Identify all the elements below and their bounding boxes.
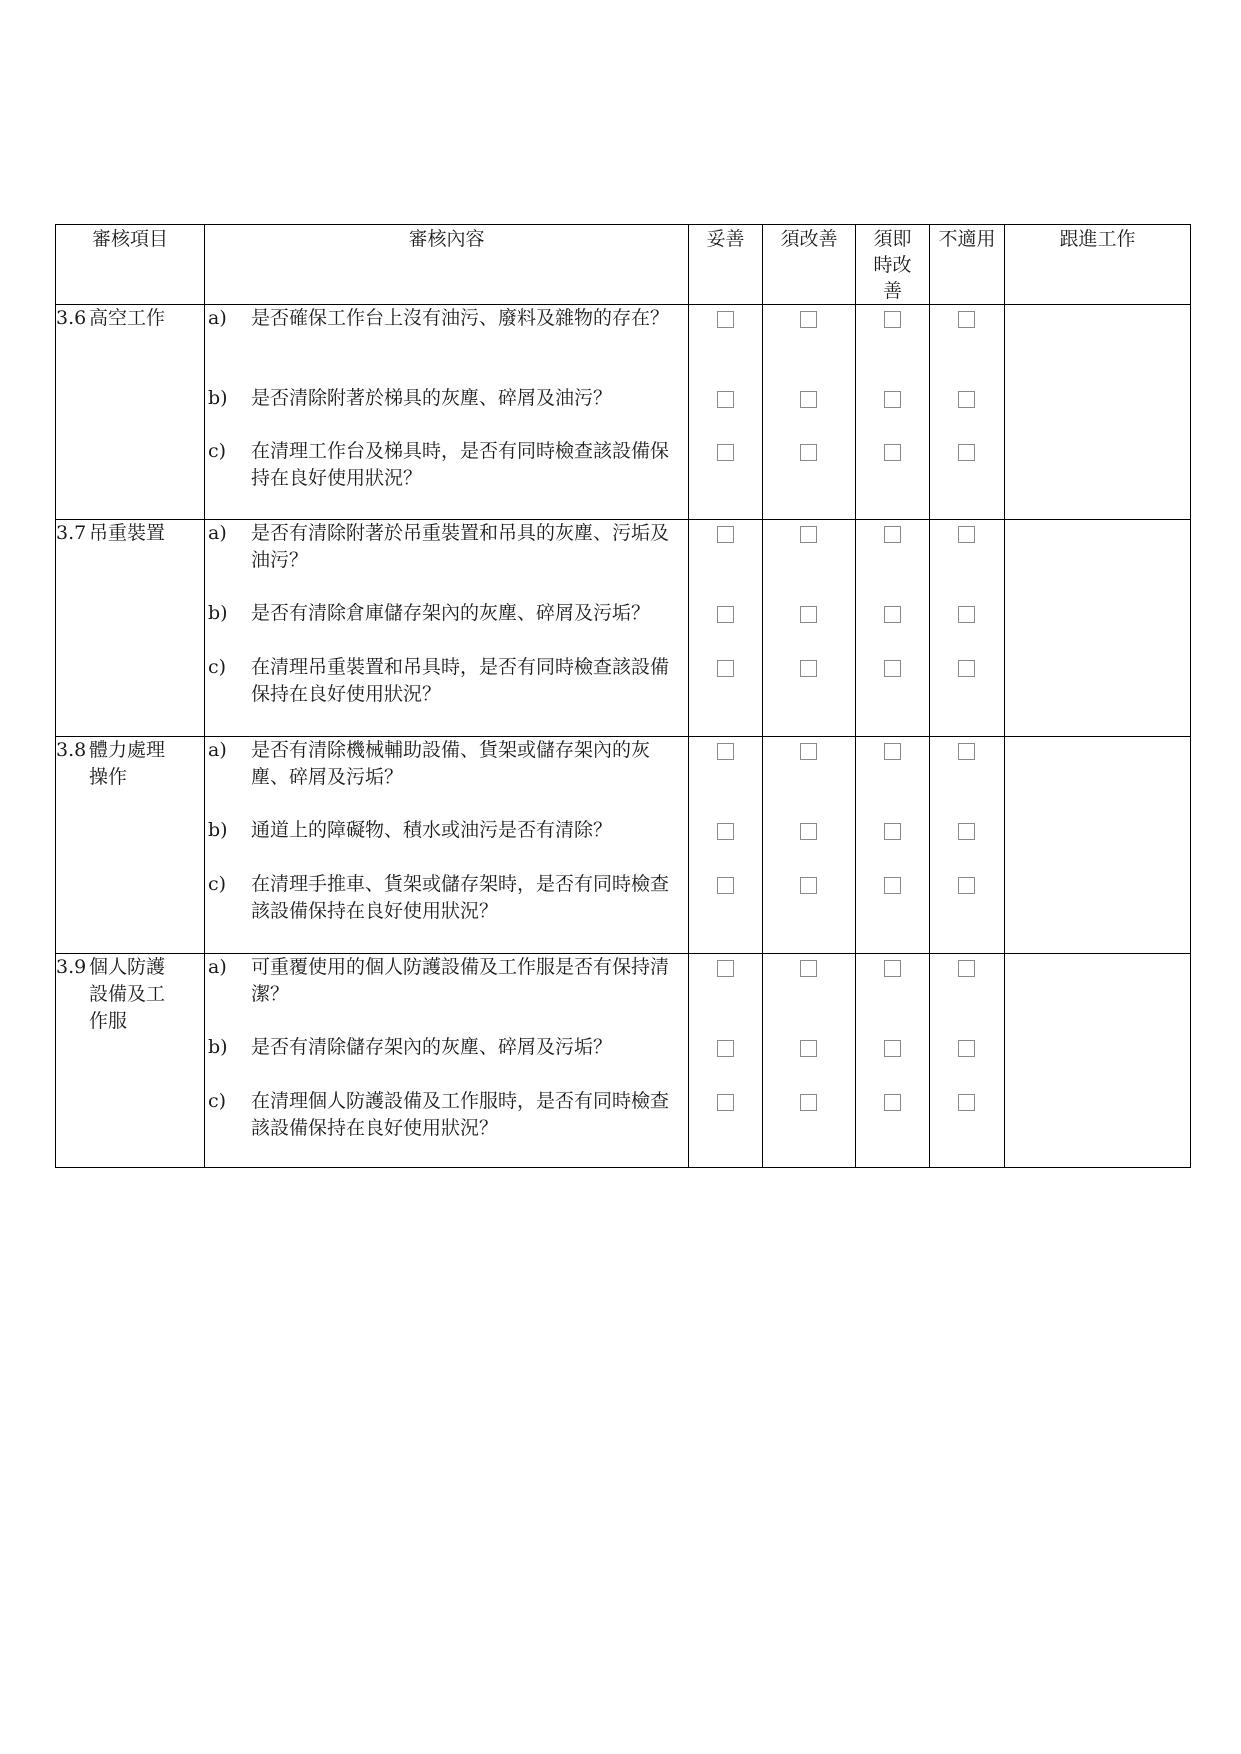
- item-label: c): [208, 440, 227, 462]
- column-improve: [763, 520, 856, 737]
- column-na: [930, 737, 1005, 954]
- item-label: b): [208, 387, 228, 409]
- checklist-item: [205, 305, 688, 332]
- checkbox-urgent[interactable]: [884, 391, 901, 408]
- item-label: b): [208, 1036, 228, 1058]
- checkbox-na[interactable]: [958, 444, 975, 461]
- checkbox-good[interactable]: [717, 660, 734, 677]
- checkbox-good[interactable]: [717, 444, 734, 461]
- section-number: 3.8: [56, 739, 87, 761]
- column-na: [930, 954, 1005, 1168]
- item-text: 通道上的障礙物、積水或油污是否有清除？: [251, 819, 613, 841]
- item-label: c): [208, 656, 227, 678]
- item-label: b): [208, 819, 228, 841]
- section-row: [56, 737, 1191, 954]
- checkbox-improve[interactable]: [800, 1040, 817, 1057]
- checkbox-improve[interactable]: [800, 391, 817, 408]
- section-name: 吊重裝置: [89, 522, 166, 544]
- item-label: c): [208, 1090, 227, 1112]
- item-text: 在清理手推車、貨架或儲存架時，是否有同時檢查該設備保持在良好使用狀況？: [251, 873, 670, 922]
- header-follow: 跟進工作: [1005, 225, 1191, 305]
- checkbox-na[interactable]: [958, 526, 975, 543]
- header-row: [56, 225, 1191, 305]
- follow-up-cell[interactable]: [1005, 737, 1191, 954]
- checkbox-urgent[interactable]: [884, 743, 901, 760]
- item-text: 可重覆使用的個人防護設備及工作服是否有保持清潔？: [251, 956, 670, 1005]
- item-text: 是否有清除附著於吊重裝置和吊具的灰塵、污垢及油污？: [251, 522, 670, 571]
- section-name: 體力處理操作: [89, 739, 166, 788]
- header-na: 不適用: [930, 225, 1005, 305]
- item-label: a): [208, 956, 227, 978]
- item-label: a): [208, 739, 227, 761]
- checklist-item: [205, 654, 688, 708]
- checkbox-na[interactable]: [958, 311, 975, 328]
- column-urgent: [856, 954, 930, 1168]
- column-good: [689, 954, 763, 1168]
- section-row: [56, 305, 1191, 520]
- checkbox-urgent[interactable]: [884, 606, 901, 623]
- checklist-item: [205, 1088, 688, 1142]
- checkbox-improve[interactable]: [800, 311, 817, 328]
- checkbox-urgent[interactable]: [884, 877, 901, 894]
- checkbox-improve[interactable]: [800, 960, 817, 977]
- item-text: 是否清除附著於梯具的灰塵、碎屑及油污？: [251, 387, 613, 409]
- checklist-item: [205, 438, 688, 492]
- item-label: a): [208, 522, 227, 544]
- column-improve: [763, 954, 856, 1168]
- checkbox-improve[interactable]: [800, 823, 817, 840]
- checkbox-good[interactable]: [717, 606, 734, 623]
- checkbox-good[interactable]: [717, 311, 734, 328]
- checkbox-na[interactable]: [958, 391, 975, 408]
- checkbox-urgent[interactable]: [884, 526, 901, 543]
- checkbox-urgent[interactable]: [884, 311, 901, 328]
- section-name: 個人防護設備及工作服: [89, 956, 166, 1032]
- section-content: [205, 305, 689, 520]
- checkbox-na[interactable]: [958, 1094, 975, 1111]
- checkbox-good[interactable]: [717, 526, 734, 543]
- header-urgent: [856, 225, 930, 305]
- checkbox-urgent[interactable]: [884, 1040, 901, 1057]
- column-good: [689, 520, 763, 737]
- checklist-item: [205, 1034, 688, 1061]
- checkbox-improve[interactable]: [800, 1094, 817, 1111]
- audit-checklist-table: [55, 224, 1191, 1168]
- follow-up-cell[interactable]: [1005, 305, 1191, 520]
- header-improve: 須改善: [763, 225, 856, 305]
- checkbox-improve[interactable]: [800, 743, 817, 760]
- item-text: 在清理吊重裝置和吊具時，是否有同時檢查該設備保持在良好使用狀況？: [251, 656, 670, 705]
- column-improve: [763, 737, 856, 954]
- item-text: 是否有清除倉庫儲存架內的灰塵、碎屑及污垢？: [251, 602, 651, 624]
- section-content: [205, 737, 689, 954]
- item-label: c): [208, 873, 227, 895]
- checkbox-good[interactable]: [717, 823, 734, 840]
- checklist-item: [205, 600, 688, 627]
- checkbox-na[interactable]: [958, 743, 975, 760]
- section-content: [205, 520, 689, 737]
- item-text: 是否有清除機械輔助設備、貨架或儲存架內的灰塵、碎屑及污垢？: [251, 739, 651, 788]
- checkbox-urgent[interactable]: [884, 660, 901, 677]
- column-urgent: [856, 737, 930, 954]
- checkbox-good[interactable]: [717, 1094, 734, 1111]
- column-good: [689, 737, 763, 954]
- checkbox-na[interactable]: [958, 960, 975, 977]
- header-item: 審核項目: [56, 225, 205, 305]
- checkbox-improve[interactable]: [800, 606, 817, 623]
- checkbox-urgent[interactable]: [884, 960, 901, 977]
- column-good: [689, 305, 763, 520]
- section-title: [56, 737, 205, 954]
- checkbox-good[interactable]: [717, 1040, 734, 1057]
- checkbox-good[interactable]: [717, 743, 734, 760]
- checkbox-good[interactable]: [717, 877, 734, 894]
- column-urgent: [856, 305, 930, 520]
- checklist-item: [205, 871, 688, 925]
- section-number: 3.7: [56, 522, 87, 544]
- item-text: 在清理工作台及梯具時，是否有同時檢查該設備保持在良好使用狀況？: [251, 440, 670, 489]
- column-na: [930, 520, 1005, 737]
- checkbox-improve[interactable]: [800, 660, 817, 677]
- checkbox-good[interactable]: [717, 391, 734, 408]
- checkbox-urgent[interactable]: [884, 823, 901, 840]
- checkbox-na[interactable]: [958, 1040, 975, 1057]
- section-number: 3.9: [56, 956, 87, 978]
- section-row: [56, 520, 1191, 737]
- checkbox-urgent[interactable]: [884, 444, 901, 461]
- item-text: 是否確保工作台上沒有油污、廢料及雜物的存在？: [251, 307, 670, 329]
- column-urgent: [856, 520, 930, 737]
- column-improve: [763, 305, 856, 520]
- checklist-item: [205, 954, 688, 1008]
- section-title: [56, 520, 205, 737]
- checkbox-na[interactable]: [958, 823, 975, 840]
- checklist-item: [205, 385, 688, 412]
- checkbox-na[interactable]: [958, 877, 975, 894]
- header-good: 妥善: [689, 225, 763, 305]
- checkbox-improve[interactable]: [800, 877, 817, 894]
- section-title: [56, 954, 205, 1168]
- checkbox-good[interactable]: [717, 960, 734, 977]
- checkbox-improve[interactable]: [800, 444, 817, 461]
- section-row: [56, 954, 1191, 1168]
- item-label: b): [208, 602, 228, 624]
- header-content: 審核內容: [205, 225, 689, 305]
- follow-up-cell[interactable]: [1005, 954, 1191, 1168]
- follow-up-cell[interactable]: [1005, 520, 1191, 737]
- item-label: a): [208, 307, 227, 329]
- checklist-item: [205, 520, 688, 574]
- item-text: 在清理個人防護設備及工作服時，是否有同時檢查該設備保持在良好使用狀況？: [251, 1090, 670, 1139]
- section-name: 高空工作: [89, 307, 166, 329]
- checkbox-na[interactable]: [958, 660, 975, 677]
- section-content: [205, 954, 689, 1168]
- item-text: 是否有清除儲存架內的灰塵、碎屑及污垢？: [251, 1036, 613, 1058]
- checklist-item: [205, 817, 688, 844]
- checkbox-na[interactable]: [958, 606, 975, 623]
- header-urgent-label: 須即時改善: [873, 228, 912, 302]
- checkbox-urgent[interactable]: [884, 1094, 901, 1111]
- section-number: 3.6: [56, 307, 87, 329]
- checklist-item: [205, 737, 688, 791]
- column-na: [930, 305, 1005, 520]
- checkbox-improve[interactable]: [800, 526, 817, 543]
- section-title: [56, 305, 205, 520]
